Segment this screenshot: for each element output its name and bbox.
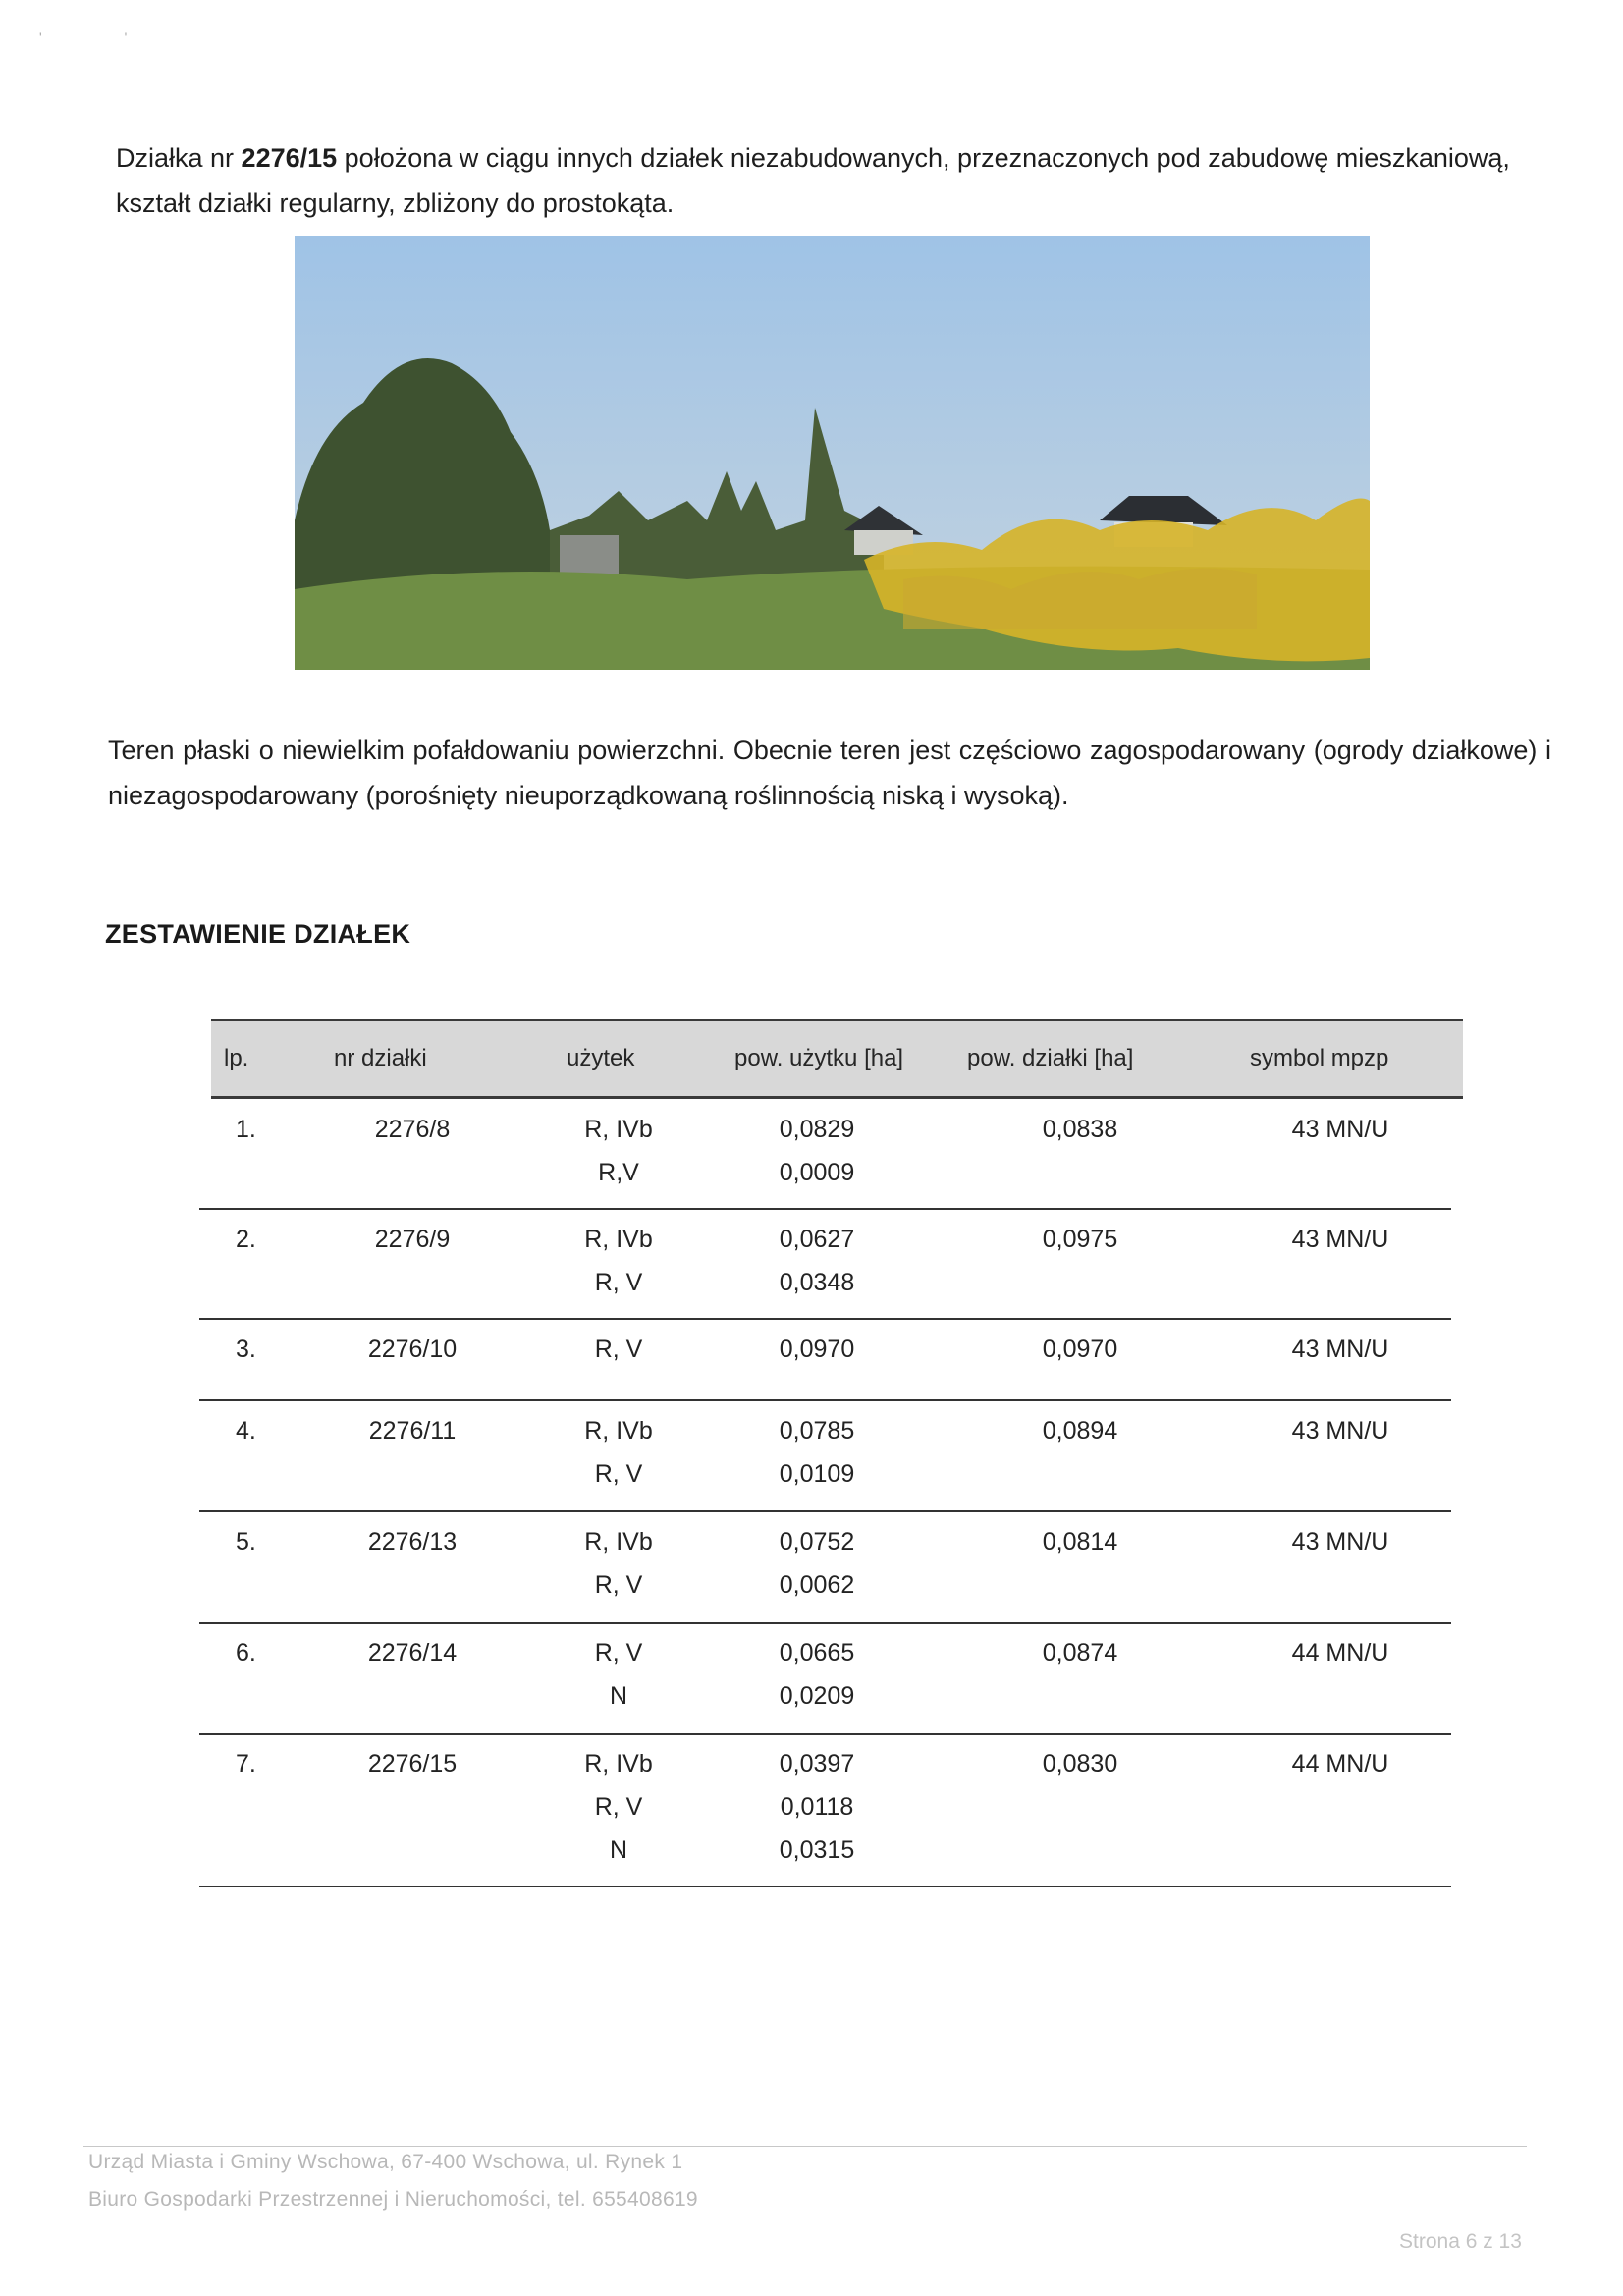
cell-pow-dzialki: 0,0970 [1042,1336,1118,1363]
cell-uzytek: R, IVb [584,1417,653,1445]
scan-specks: ' ' [39,29,167,45]
cell-lp: 7. [236,1750,256,1777]
terrain-description: Teren płaski o niewielkim pofałdowaniu powierzchni. Obecnie teren jest częściowo zagospodarowany (ogrody działkowe) i niezagospodarowany (porośnięty nieuporządkowaną roślinnością niską i wysoką). [108,736,1551,810]
cell-pow-dzialki: 0,0894 [1042,1417,1118,1445]
cell-symbol-mpzp: 44 MN/U [1291,1639,1389,1667]
cell-pow-uzytku: 0,0062 [779,1571,855,1599]
cell-pow-uzytku: 0,0118 [780,1793,854,1821]
cell-nr-dzialki: 2276/14 [367,1639,458,1667]
row-divider [199,1510,1451,1512]
cell-pow-uzytku: 0,0752 [779,1528,855,1556]
footer-office: Biuro Gospodarki Przestrzennej i Nieruchomości, tel. 655408619 [88,2188,698,2211]
intro-plot-number: 2276/15 [241,143,338,173]
footer-address: Urząd Miasta i Gminy Wschowa, 67-400 Wschowa, ul. Rynek 1 [88,2151,683,2173]
cell-nr-dzialki: 2276/10 [367,1336,458,1363]
cell-pow-uzytku: 0,0970 [779,1336,855,1363]
cell-uzytek: R, IVb [584,1528,653,1556]
header-symbol-mpzp: symbol mpzp [1250,1045,1389,1071]
cell-symbol-mpzp: 43 MN/U [1291,1417,1389,1445]
page-number: Strona 6 z 13 [1399,2230,1522,2253]
header-nr-dzialki: nr działki [334,1045,427,1071]
cell-symbol-mpzp: 43 MN/U [1291,1116,1389,1143]
intro-prefix: Działka nr [116,143,242,173]
cell-pow-dzialki: 0,0814 [1042,1528,1118,1556]
cell-pow-dzialki: 0,0975 [1042,1226,1118,1253]
cell-lp: 6. [236,1639,256,1667]
table-header [211,1019,1463,1099]
cell-nr-dzialki: 2276/8 [374,1116,451,1143]
cell-uzytek: R, V [594,1269,643,1296]
cell-pow-uzytku: 0,0348 [779,1269,855,1296]
cell-symbol-mpzp: 43 MN/U [1291,1336,1389,1363]
row-divider [199,1318,1451,1320]
cell-lp: 2. [236,1226,256,1253]
footer-divider [83,2146,1527,2147]
cell-pow-uzytku: 0,0209 [779,1682,855,1710]
row-divider [199,1733,1451,1735]
landscape-photo [295,236,1370,670]
cell-uzytek: R, V [594,1793,643,1821]
site-photo [295,236,1370,670]
cell-uzytek: R, IVb [584,1226,653,1253]
cell-pow-uzytku: 0,0829 [779,1116,855,1143]
cell-uzytek: R, V [594,1460,643,1488]
cell-nr-dzialki: 2276/11 [368,1417,457,1445]
cell-uzytek: R, V [594,1639,643,1667]
cell-symbol-mpzp: 44 MN/U [1291,1750,1389,1777]
cell-pow-dzialki: 0,0830 [1042,1750,1118,1777]
cell-symbol-mpzp: 43 MN/U [1291,1226,1389,1253]
cell-pow-uzytku: 0,0785 [779,1417,855,1445]
row-divider [199,1208,1451,1210]
cell-uzytek: N [609,1836,628,1864]
section-title: ZESTAWIENIE DZIAŁEK [105,919,411,949]
row-divider [199,1622,1451,1624]
cell-nr-dzialki: 2276/15 [367,1750,458,1777]
cell-pow-dzialki: 0,0838 [1042,1116,1118,1143]
cell-nr-dzialki: 2276/13 [367,1528,458,1556]
row-divider [199,1886,1451,1887]
cell-pow-uzytku: 0,0665 [779,1639,855,1667]
cell-uzytek: R, IVb [584,1116,653,1143]
cell-uzytek: N [609,1682,628,1710]
cell-pow-uzytku: 0,0315 [779,1836,855,1864]
cell-pow-uzytku: 0,0627 [779,1226,855,1253]
cell-pow-uzytku: 0,0109 [779,1460,855,1488]
cell-pow-dzialki: 0,0874 [1042,1639,1118,1667]
cell-symbol-mpzp: 43 MN/U [1291,1528,1389,1556]
cell-uzytek: R, V [594,1336,643,1363]
cell-lp: 3. [236,1336,256,1363]
header-lp: lp. [224,1045,249,1071]
cell-lp: 1. [236,1116,256,1143]
cell-nr-dzialki: 2276/9 [374,1226,451,1253]
row-divider [199,1399,1451,1401]
intro-paragraph [116,136,1569,226]
cell-uzytek: R, IVb [584,1750,653,1777]
intro-suffix: położona w ciągu innych działek niezabudowanych, przeznaczonych pod zabudowę mieszkaniową, kształt działki regularny, zbliżony do prostokąta. [116,143,1510,218]
header-uzytek: użytek [567,1045,635,1071]
cell-uzytek: R, V [594,1571,643,1599]
photo-goldenrod-shade [903,569,1257,629]
cell-pow-uzytku: 0,0397 [779,1750,855,1777]
header-pow-dzialki: pow. działki [ha] [967,1045,1134,1071]
cell-uzytek: R,V [598,1159,639,1186]
cell-pow-uzytku: 0,0009 [779,1159,855,1186]
cell-lp: 4. [236,1417,256,1445]
header-pow-uzytku: pow. użytku [ha] [734,1045,904,1071]
cell-lp: 5. [236,1528,256,1556]
